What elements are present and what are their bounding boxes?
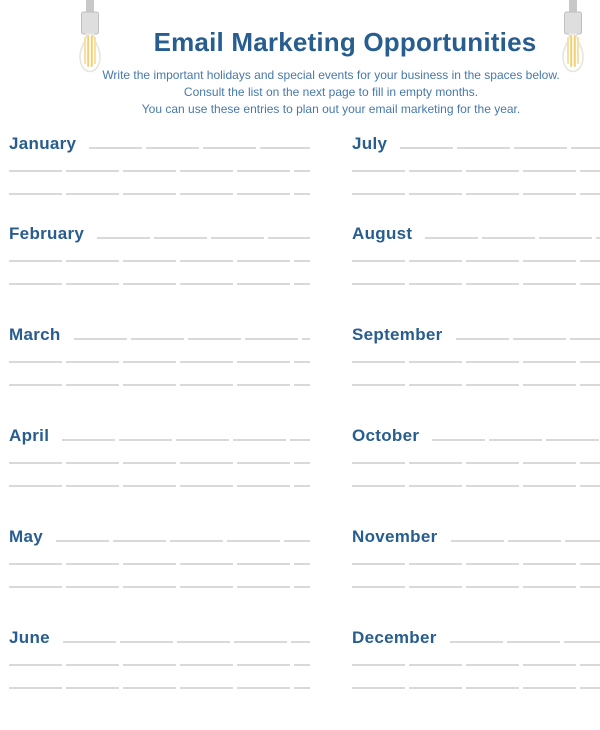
write-line [352,687,600,689]
month-label: November [352,527,438,546]
write-line [352,193,600,195]
write-line [400,147,600,149]
write-line [9,283,310,285]
write-line [56,540,310,542]
instructions-line-3: You can use these entries to plan out your email marketing for the year. [141,102,521,116]
write-line [352,586,600,588]
write-line [352,664,600,666]
write-line [9,193,310,195]
write-line [352,361,600,363]
write-line [352,170,600,172]
write-line [97,237,310,239]
month-block-september [352,326,600,386]
months-column-left [9,135,310,730]
write-line [9,260,310,262]
lightbulb-icon [556,0,590,78]
month-label: December [352,628,437,647]
month-label: July [352,134,388,153]
month-block-april [9,427,310,487]
write-line [74,338,310,340]
month-block-february [9,225,310,285]
write-line [450,641,600,643]
write-line [9,485,310,487]
month-block-may [9,528,310,588]
write-line [451,540,600,542]
write-line [352,462,600,464]
write-line [456,338,600,340]
months-grid [0,135,600,730]
month-block-june [9,629,310,689]
month-label: June [9,628,50,647]
write-line [425,237,600,239]
month-block-december [352,629,600,689]
page-title: Email Marketing Opportunities [153,27,537,57]
write-line [9,361,310,363]
write-line [9,664,310,666]
lightbulb-icon [73,0,107,78]
write-line [352,260,600,262]
write-line [9,170,310,172]
write-line [9,462,310,464]
month-label: April [9,426,50,445]
instructions-text [62,67,600,118]
month-label: October [352,426,420,445]
write-line [63,641,310,643]
instructions-line-2: Consult the list on the next page to fill in empty months. [183,85,479,99]
write-line [62,439,310,441]
instructions-line-1: Write the important holidays and special events for your business in the spaces below. [102,68,560,82]
write-line [89,147,310,149]
month-block-january [9,135,310,195]
month-label: August [352,224,413,243]
write-line [352,283,600,285]
month-block-august [352,225,600,285]
write-line [9,384,310,386]
month-label: February [9,224,85,243]
month-block-july [352,135,600,195]
months-column-right [352,135,600,730]
write-line [9,586,310,588]
month-label: January [9,134,77,153]
month-block-march [9,326,310,386]
write-line [9,687,310,689]
month-label: September [352,325,443,344]
month-block-november [352,528,600,588]
write-line [352,384,600,386]
month-label: March [9,325,61,344]
write-line [432,439,600,441]
month-label: May [9,527,43,546]
write-line [352,485,600,487]
write-line [352,563,600,565]
write-line [9,563,310,565]
month-block-october [352,427,600,487]
